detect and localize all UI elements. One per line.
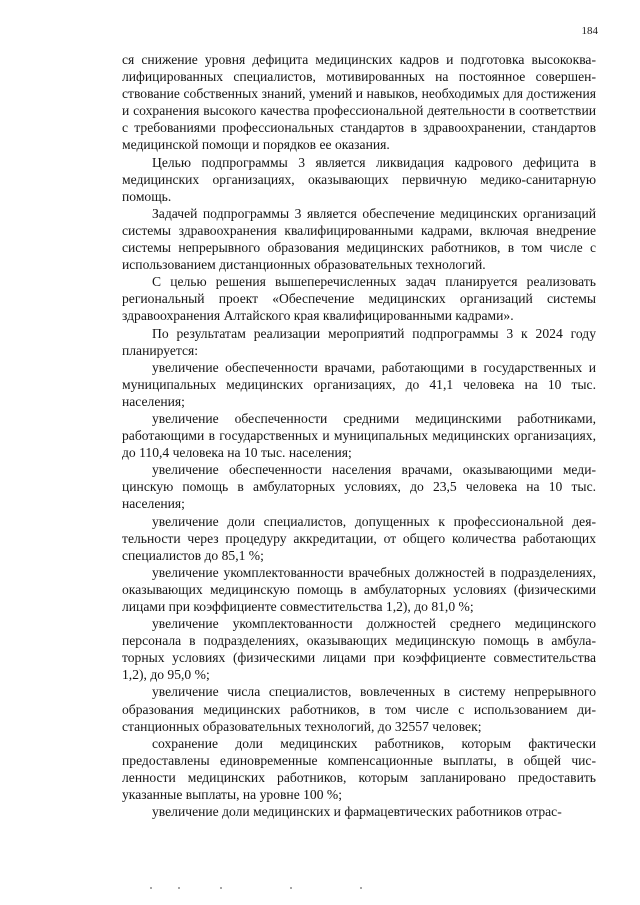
list-item-nurses-supply: увеличение обеспеченности средними медицинскими работниками, работающими в государственных и муниципальных медицинских организациях, до 110,4 человека на 10 тыс. населения; <box>122 410 596 461</box>
paragraph-goal: Целью подпрограммы 3 является ликвидация кадрового дефицита в медицинских организациях, оказывающих первичную медико-санитарную помощь. <box>122 154 596 204</box>
paragraph-task: Задачей подпрограммы 3 является обеспечение медицинских организаций системы здравоохранения квалифицированными кадрами, включая внедрение системы непрерывного образования медицинских работников, в том числе с использованием дистанционных образовательных технологий. <box>122 205 596 273</box>
list-item-continuous-education: увеличение числа специалистов, вовлеченных в систему непрерывного образования медицинских работников, в том числе с использованием дистанционных образовательных технологий, до 32557 человек; <box>122 684 596 734</box>
scan-artifacts <box>150 887 450 891</box>
paragraph-results-intro: По результатам реализации мероприятий подпрограммы 3 к 2024 году планируется: <box>122 325 596 358</box>
list-item-compensation-payments: сохранение доли медицинских работников, которым фактически предоставлены единовременные компенсационные выплаты, в общей численности медицинских работников, которым запланировано предоставить указанные выплаты, на уровне 100 %; <box>122 735 596 803</box>
list-item-doctors-supply: увеличение обеспеченности врачами, работающими в государственных и муниципальных медицинских организациях, до 41,1 человека на 10 тыс. населения; <box>122 359 596 409</box>
paragraph-regional-project: С целью решения вышеперечисленных задач планируется реализовать региональный проект «Обеспечение медицинских организаций системы здравоохранения Алтайского края квалифицированными кадрами». <box>122 274 596 324</box>
paragraph-continuation: ся снижение уровня дефицита медицинских кадров и подготовка высококвалифицированных специалистов, мотивированных на постоянное совершенствование собственных знаний, умений и навыков, необходимых для достижения и сохранения высокого качества профессиональной деятельности в соответствии с требованиями профессиональных стандартов в здравоохранении, стандартов медицинской помощи и порядков ее оказания. <box>122 52 596 153</box>
list-item-accreditation: увеличение доли специалистов, допущенных к профессиональной деятельности через процедуру аккредитации, от общего количества работающих специалистов до 85,1 %; <box>122 513 596 563</box>
list-item-pharma-share: увеличение доли медицинских и фармацевтических работников отрас- <box>152 804 562 820</box>
list-item-doctor-staffing: увеличение укомплектованности врачебных должностей в подразделениях, оказывающих медицинскую помощь в амбулаторных условиях (физическими лицами при коэффициенте совместительства 1,2), до 81,0 %; <box>122 564 596 614</box>
list-item-outpatient-doctors: увеличение обеспеченности населения врачами, оказывающими медицинскую помощь в амбулаторных условиях, до 23,5 человека на 10 тыс. населения; <box>122 462 596 512</box>
document-body <box>122 51 596 820</box>
list-item-nurse-staffing: увеличение укомплектованности должностей среднего медицинского персонала в подразделениях, оказывающих медицинскую помощь в амбулаторных условиях (физическими лицами при коэффициенте совместительства 1,2), до 95,0 %; <box>122 616 596 683</box>
page-number: 184 <box>581 25 598 37</box>
